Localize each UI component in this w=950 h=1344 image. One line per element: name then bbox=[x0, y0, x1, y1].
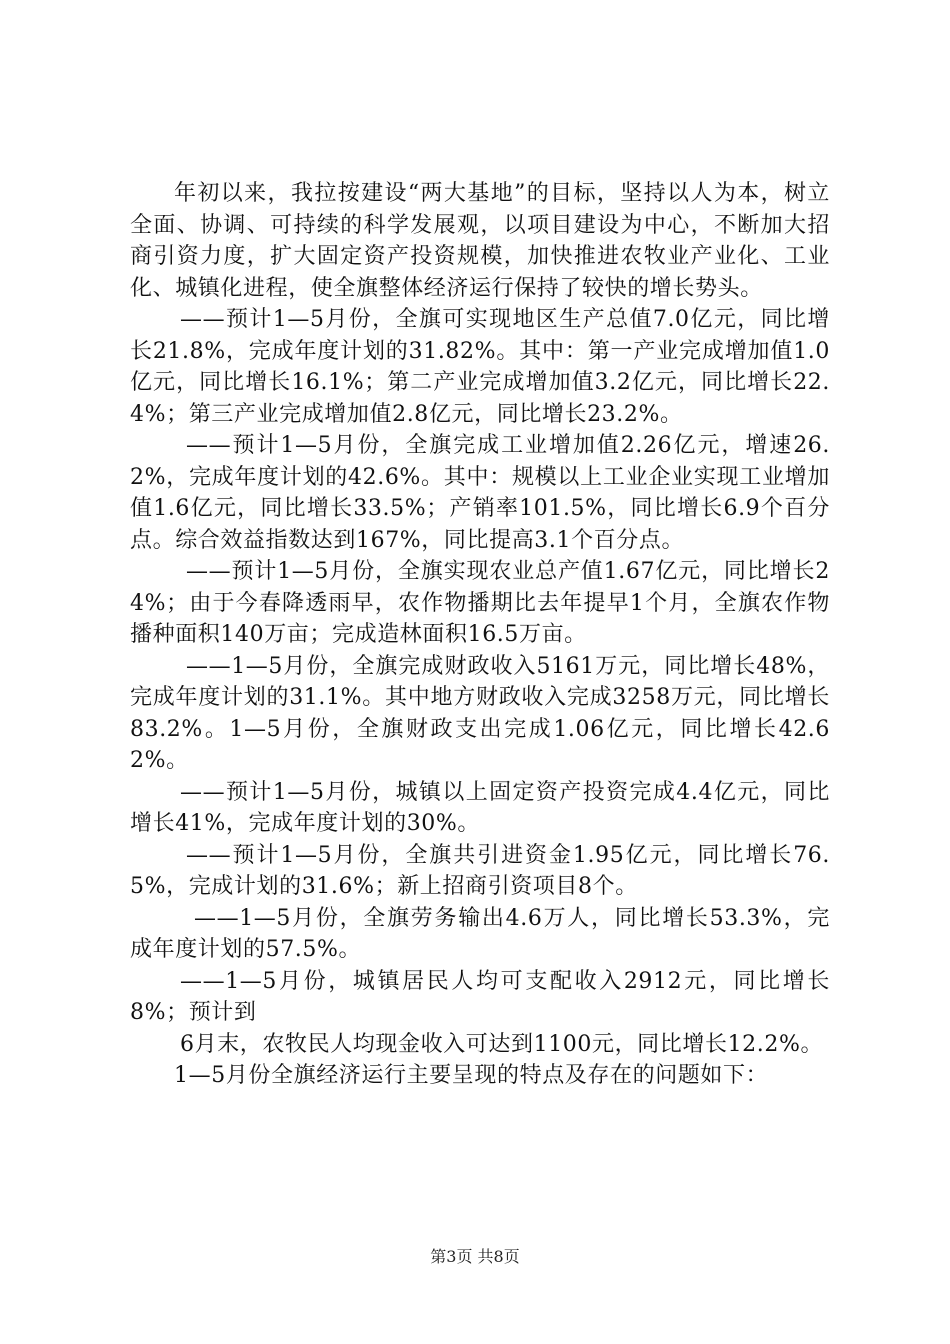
paragraph-gdp: ——预计1—5月份，全旗可实现地区生产总值7.0亿元，同比增长21.8%，完成年度计划的31.82%。其中：第一产业完成增加值1.0亿元，同比增长16.1%；第二产业完成增加值3.2亿元，同比增长22.4%；第三产业完成增加值2.8亿元，同比增长23.2%。 bbox=[130, 307, 830, 427]
document-body bbox=[130, 178, 830, 1092]
page-number: 第3页 共8页 bbox=[430, 1247, 520, 1266]
paragraph-agriculture: ——预计1—5月份，全旗实现农业总产值1.67亿元，同比增长24%；由于今春降透雨早，农作物播期比去年提早1个月，全旗农作物播种面积140万亩；完成造林面积16.5万亩。 bbox=[130, 559, 830, 647]
paragraph-investment-attraction: ——预计1—5月份，全旗共引进资金1.95亿元，同比增长76.5%，完成计划的31.6%；新上招商引资项目8个。 bbox=[130, 842, 830, 899]
paragraph-fixed-investment: ——预计1—5月份，城镇以上固定资产投资完成4.4亿元，同比增长41%，完成年度计划的30%。 bbox=[130, 779, 830, 836]
paragraph-urban-income: ——1—5月份，城镇居民人均可支配收入2912元，同比增长8%；预计到 bbox=[130, 968, 830, 1025]
paragraph-finance: ——1—5月份，全旗完成财政收入5161万元，同比增长48%，完成年度计划的31.1%。其中地方财政收入完成3258万元，同比增长83.2%。1—5月份，全旗财政支出完成1.06亿元，同比增长42.62%。 bbox=[130, 653, 830, 773]
paragraph-summary: 1—5月份全旗经济运行主要呈现的特点及存在的问题如下： bbox=[174, 1063, 769, 1088]
paragraph-rural-income: 6月末，农牧民人均现金收入可达到1100元，同比增长12.2%。 bbox=[180, 1031, 824, 1057]
paragraph-labor-export: ——1—5月份，全旗劳务输出4.6万人，同比增长53.3%，完成年度计划的57.5%。 bbox=[130, 905, 830, 962]
paragraph-intro: 年初以来，我拉按建设“两大基地”的目标，坚持以人为本，树立全面、协调、可持续的科学发展观，以项目建设为中心，不断加大招商引资力度，扩大固定资产投资规模，加快推进农牧业产业化、工业化、城镇化进程，使全旗整体经济运行保持了较快的增长势头。 bbox=[130, 181, 830, 301]
paragraph-industry: ——预计1—5月份，全旗完成工业增加值2.26亿元，增速26.2%，完成年度计划的42.6%。其中：规模以上工业企业实现工业增加值1.6亿元，同比增长33.5%；产销率101.5%，同比增长6.9个百分点。综合效益指数达到167%，同比提高3.1个百分点。 bbox=[130, 433, 830, 553]
